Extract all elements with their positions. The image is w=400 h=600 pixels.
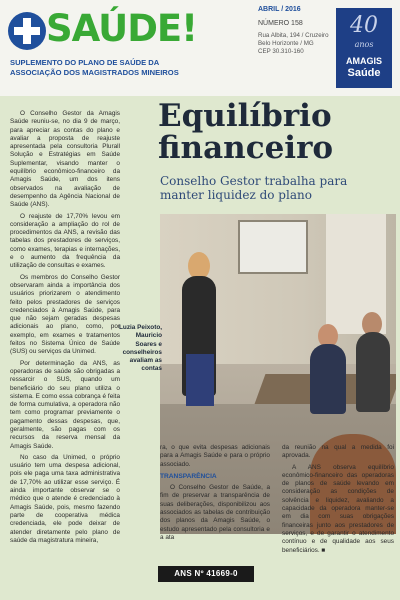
tagline: SUPLEMENTO DO PLANO DE SAÚDE DA ASSOCIAÇÃO DOS MAGISTRADOS MINEIROS <box>10 58 179 77</box>
paragraph: da reunião na qual a medida foi aprovada. <box>282 444 394 460</box>
left-column <box>10 110 120 548</box>
headline: Equilíbrio financeiro <box>158 98 334 166</box>
photo-attendee-body <box>356 332 390 412</box>
issue-info <box>258 6 336 56</box>
photo-presenter-skirt <box>186 354 214 406</box>
right-column <box>282 444 394 558</box>
paragraph: No caso da Unimed, o próprio usuário tem uma despesa adicional, pois ele paga uma taxa administrativa de 17,70% ao utilizar esse serviço. É ainda importante observar se o médico que o atende é credenciado à Amagis Saúde, pois, mesmo fazendo parte de cooperativa médica credenciada, ele pode deixar de atender diretamente pelo plano de saúde da magistratura mineira, <box>10 453 120 544</box>
amagis-saude: Saúde <box>347 67 381 79</box>
paragraph: O reajuste de 17,70% levou em consideração a ampliação do rol de procedimentos da ANS, a revisão das tabelas dos prestadores de serviços, como exames, terapias e internações, e o aumento da frequência da utilização de consultas e exames. <box>10 212 120 270</box>
address-line-3: CEP 30.310-160 <box>258 48 304 55</box>
middle-column <box>160 444 270 545</box>
masthead <box>0 0 400 96</box>
amagis-years: 40 <box>350 13 378 38</box>
amagis-anos: anos <box>354 40 374 49</box>
logo-wordmark: SAÚDE! <box>46 7 198 50</box>
amagis-logo <box>336 8 392 88</box>
paragraph: ra, o que evita despesas adicionais para a Amagis Saúde e para o próprio associado. <box>160 444 270 468</box>
address-line-2: Belo Horizonte / MG <box>258 40 314 47</box>
article-page <box>0 96 400 600</box>
paragraph: A ANS observa equilíbrio econômico-financeiro das operadoras de planos de saúde levando em consideração as condições de solvência e liquidez, avaliando a capacidade da operadora manter-se em dia com suas obrigações financeiras junto aos prestadores de serviços, e de garantir o atendimento contínuo e de qualidade aos seus beneficiários. ■ <box>282 463 394 554</box>
paragraph: O Conselho Gestor de Saúde, a fim de preservar a transparência de suas deliberações, disponibilizou aos associados as tabelas de contribuição dos planos da Amagis Saúde, o estudo apresentado pela consultoria e a ata <box>160 484 270 541</box>
subheadline: Conselho Gestor trabalha para manter liquidez do plano <box>160 174 348 202</box>
issue-date: ABRIL / 2016 <box>258 6 301 13</box>
photo-caption: Luzia Peixoto, Mauricio Soares e conselheiros avaliam as contas <box>119 324 162 373</box>
photo-projection-screen <box>238 220 308 274</box>
issue-number: NÚMERO 158 <box>258 20 303 27</box>
address-line-1: Rua Albita, 194 / Cruzeiro <box>258 32 329 39</box>
paragraph: Por determinação da ANS, as operadoras de saúde são obrigadas a ressarcir o SUS, quando um beneficiário do seu plano utiliza o sistema. E como essa cobrança é feita de forma cumulativa, a operadora não tem como programar previamente o pagamento dessas despesas, que, geralmente, são pagas com os recursos da reserva mensal da Amagis Saúde. <box>10 359 120 450</box>
paragraph: Os membros do Conselho Gestor observaram ainda a importância dos usuários priorizarem o atendimento feito pelos prestadores de serviços credenciados à Amagis Saúde, para que não sejam geradas despesas adicionais ao plano, como, por exemplo, em exames e tratamentos feitos no Sistema Único de Saúde (SUS) ou serviços da Unimed. <box>10 273 120 356</box>
amagis-name: AMAGIS <box>346 56 382 66</box>
section-title: TRANSPARÊNCIA <box>160 472 217 480</box>
health-cross-icon <box>8 12 46 50</box>
ans-registration-badge: ANS Nº 41669-0 <box>158 566 254 582</box>
paragraph: O Conselho Gestor da Amagis Saúde reuniu-se, no dia 9 de março, para apreciar as contas do plano e avaliar a proposta de reajuste apresentada pela consultoria Plurall Solução e Estratégias em Saúde Suplementar, visando manter o equilíbrio econômico-financeiro da Amagis Saúde, um dos itens observados na avaliação de desempenho da Agência Nacional de Saúde (ANS). <box>10 110 120 209</box>
photo-attendee-body <box>310 344 346 414</box>
